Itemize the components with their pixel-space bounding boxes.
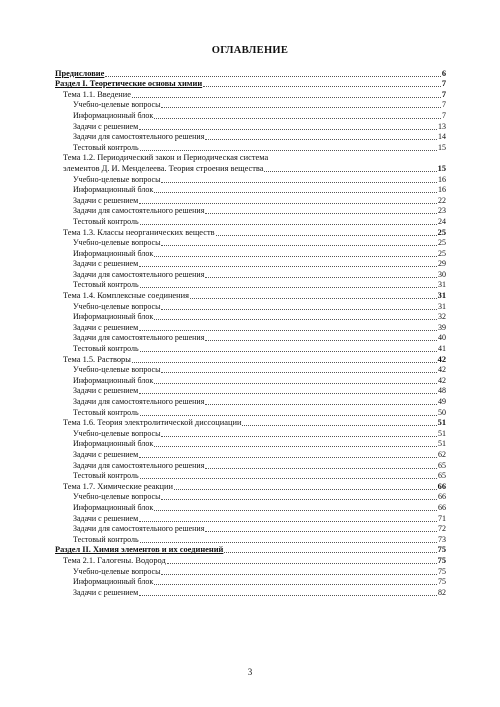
toc-entry-page: 48: [438, 386, 446, 396]
dot-leader: [205, 468, 437, 469]
toc-entry[interactable]: [55, 238, 446, 249]
toc-entry-label: Задачи для самостоятельного решения: [73, 397, 205, 406]
toc-entry[interactable]: [55, 545, 446, 556]
toc-entry-label: Учебно-целевые вопросы: [73, 100, 161, 110]
toc-entry-page: 7: [441, 89, 446, 99]
toc-entry-label: Задачи для самостоятельного решения: [73, 333, 205, 343]
toc-entry[interactable]: [55, 333, 446, 344]
toc-entry-page: 25: [438, 248, 446, 258]
toc-entry-page: 15: [438, 142, 446, 152]
toc-entry[interactable]: [55, 68, 446, 79]
dot-leader: [105, 76, 441, 77]
toc-entry-label: Учебно-целевые вопросы: [73, 174, 161, 184]
dot-leader: [205, 139, 437, 140]
dot-leader: [139, 129, 437, 130]
toc-entry[interactable]: [55, 449, 446, 460]
toc-entry-page: 66: [437, 481, 446, 491]
toc-entry[interactable]: [55, 206, 446, 217]
dot-leader: [140, 287, 437, 288]
toc-entry-label: Учебно-целевые вопросы: [73, 566, 161, 576]
toc-entry[interactable]: [55, 428, 446, 439]
toc-entry-label: Задачи с решением: [73, 587, 139, 597]
toc-entry-label: Информационный блок: [73, 110, 154, 120]
dot-leader: [154, 192, 437, 193]
toc-entry[interactable]: [55, 375, 446, 386]
toc-entry-page: 23: [438, 206, 446, 216]
dot-leader: [154, 510, 437, 511]
toc-entry[interactable]: [55, 216, 446, 227]
toc-entry-label: Учебно-целевые вопросы: [73, 492, 161, 502]
page-number: 3: [247, 667, 253, 677]
dot-leader: [174, 489, 437, 490]
toc-entry-label: Информационный блок: [73, 577, 154, 587]
toc-entry-page: 13: [438, 121, 446, 131]
dot-leader: [190, 298, 437, 299]
toc-entry[interactable]: [55, 322, 446, 333]
toc-entry[interactable]: [55, 439, 446, 450]
toc-entry-page: 51: [437, 418, 446, 428]
toc-entry-page: 73: [438, 534, 446, 544]
toc-entry-page: 42: [438, 375, 446, 385]
toc-entry-label: Задачи с решением: [73, 195, 139, 205]
toc-entry-label: Тестовый контроль: [73, 344, 139, 354]
dot-leader: [140, 415, 437, 416]
dot-leader: [154, 256, 437, 257]
toc-entry-page: 42: [438, 365, 446, 375]
toc-entry[interactable]: [55, 354, 446, 365]
dot-leader: [132, 362, 437, 363]
toc-entry-page: 75: [437, 545, 446, 555]
toc-entry-label: Тема 1.2. Периодический закон и Периодическая система: [63, 153, 269, 163]
toc-entry-label: Тема 1.6. Теория электролитической диссоциации: [63, 418, 242, 428]
toc-entry[interactable]: [55, 534, 446, 545]
toc-entry-label: Задачи для самостоятельного решения: [73, 269, 205, 279]
toc-entry[interactable]: [55, 481, 446, 492]
toc-entry-label: Тема 1.5. Растворы: [63, 354, 131, 364]
dot-leader: [264, 171, 436, 172]
toc-entry-label: Учебно-целевые вопросы: [73, 365, 161, 375]
toc-entry-page: 31: [438, 301, 446, 311]
toc-entry-label: Тестовый контроль: [73, 216, 139, 226]
toc-entry[interactable]: [55, 142, 446, 153]
dot-leader: [203, 86, 441, 87]
toc-entry[interactable]: [55, 587, 446, 598]
dot-leader: [139, 266, 437, 267]
dot-leader: [154, 584, 437, 585]
toc-entry-label: Информационный блок: [73, 439, 154, 449]
toc-entry-page: 40: [438, 333, 446, 343]
toc-entry-page: 51: [438, 428, 446, 438]
dot-leader: [161, 372, 437, 373]
toc-entry[interactable]: [55, 513, 446, 524]
dot-leader: [139, 330, 437, 331]
toc-entry-page: 16: [438, 185, 446, 195]
dot-leader: [161, 309, 437, 310]
dot-leader: [205, 340, 437, 341]
toc-entry-label: Тестовый контроль: [73, 471, 139, 481]
toc-entry[interactable]: [55, 555, 446, 566]
toc-entry-page: 16: [438, 174, 446, 184]
toc-entry-page: 62: [438, 449, 446, 459]
toc-entry-label: Задачи с решением: [73, 259, 139, 269]
toc-entry[interactable]: [55, 524, 446, 535]
dot-leader: [205, 213, 437, 214]
toc-entry-label: Задачи для самостоятельного решения: [73, 206, 205, 216]
toc-entry-page: 22: [438, 195, 446, 205]
toc-entry-page: 14: [438, 132, 446, 142]
toc-entry-page: 49: [438, 397, 446, 406]
dot-leader: [140, 351, 437, 352]
toc-entry[interactable]: [55, 185, 446, 196]
toc-entry-page: 31: [437, 291, 446, 301]
toc-entry-label: Задачи для самостоятельного решения: [73, 460, 205, 470]
dot-leader: [140, 542, 437, 543]
toc-entry-label: Задачи для самостоятельного решения: [73, 132, 205, 142]
toc-entry-label: Тема 1.7. Химические реакции: [63, 481, 173, 491]
toc-entry-page: 25: [438, 238, 446, 248]
toc-entry-label: Тема 1.3. Классы неорганических веществ: [63, 227, 215, 237]
toc-entry-label: Задачи с решением: [73, 322, 139, 332]
toc-entry-page: 66: [438, 502, 446, 512]
toc-entry[interactable]: [55, 248, 446, 259]
dot-leader: [205, 531, 437, 532]
toc-entry[interactable]: [55, 121, 446, 132]
toc-entry-page: 31: [438, 280, 446, 290]
table-of-contents: [55, 68, 446, 598]
dot-leader: [205, 277, 437, 278]
toc-entry[interactable]: [55, 418, 446, 429]
toc-entry-page: 6: [441, 68, 446, 78]
toc-entry-page: 41: [438, 344, 446, 354]
dot-leader: [154, 319, 437, 320]
toc-entry[interactable]: [55, 195, 446, 206]
page-title: ОГЛАВЛЕНИЕ: [211, 45, 289, 56]
toc-entry-page: 51: [438, 439, 446, 449]
toc-entry-label: Информационный блок: [73, 185, 154, 195]
toc-entry-page: 7: [442, 100, 446, 110]
toc-entry[interactable]: [55, 502, 446, 513]
toc-entry[interactable]: [55, 290, 446, 301]
toc-entry-label: Информационный блок: [73, 312, 154, 322]
toc-entry-label: Тестовый контроль: [73, 534, 139, 544]
toc-entry-page: 7: [441, 79, 446, 89]
toc-entry-label: Учебно-целевые вопросы: [73, 428, 161, 438]
toc-entry-label: Раздел I. Теоретические основы химии: [55, 79, 203, 89]
dot-leader: [161, 107, 441, 108]
toc-entry[interactable]: [55, 577, 446, 588]
toc-entry[interactable]: [55, 174, 446, 185]
dot-leader: [139, 203, 437, 204]
toc-entry-page: 24: [438, 216, 446, 226]
dot-leader: [242, 425, 436, 426]
toc-entry[interactable]: [55, 460, 446, 471]
toc-entry[interactable]: [55, 110, 446, 121]
toc-entry-page: 25: [437, 227, 446, 237]
toc-entry[interactable]: [55, 163, 446, 174]
dot-leader: [139, 393, 437, 394]
dot-leader: [161, 182, 437, 183]
toc-entry-label: Задачи для самостоятельного решения: [73, 524, 205, 534]
toc-entry-page: 65: [438, 471, 446, 481]
toc-entry-label: Тема 1.1. Введение: [63, 89, 131, 99]
toc-entry[interactable]: [55, 386, 446, 397]
toc-entry-label: Информационный блок: [73, 375, 154, 385]
dot-leader: [154, 383, 437, 384]
toc-entry-page: 32: [438, 312, 446, 322]
toc-entry-page: 82: [438, 587, 446, 597]
toc-entry-page: 42: [437, 354, 446, 364]
toc-entry[interactable]: [55, 365, 446, 376]
toc-entry-label: Раздел II. Химия элементов и их соединений: [55, 545, 224, 555]
toc-entry-page: 66: [438, 492, 446, 502]
toc-entry[interactable]: [55, 79, 446, 90]
toc-entry-page: 75: [438, 566, 446, 576]
dot-leader: [154, 446, 437, 447]
toc-entry-label: Учебно-целевые вопросы: [73, 301, 161, 311]
toc-entry-page: 39: [438, 322, 446, 332]
toc-entry-label: Задачи с решением: [73, 449, 139, 459]
dot-leader: [139, 595, 437, 596]
dot-leader: [139, 521, 437, 522]
toc-entry[interactable]: [55, 153, 446, 164]
dot-leader: [216, 235, 437, 236]
toc-entry-page: 72: [438, 524, 446, 534]
toc-entry[interactable]: [55, 259, 446, 270]
toc-entry-label: Задачи с решением: [73, 121, 139, 131]
toc-entry-label: Тестовый контроль: [73, 142, 139, 152]
toc-entry[interactable]: [55, 269, 446, 280]
dot-leader: [140, 150, 437, 151]
dot-leader: [161, 245, 437, 246]
dot-leader: [140, 224, 437, 225]
toc-entry[interactable]: [55, 301, 446, 312]
toc-entry[interactable]: [55, 132, 446, 143]
toc-entry-page: 65: [438, 460, 446, 470]
toc-entry-page: 75: [437, 555, 446, 565]
toc-entry[interactable]: [55, 280, 446, 291]
toc-entry[interactable]: [55, 100, 446, 111]
toc-entry-label: Учебно-целевые вопросы: [73, 238, 161, 248]
toc-entry-label: Задачи с решением: [73, 386, 139, 396]
toc-entry-label: элементов Д. И. Менделеева. Теория строения вещества: [63, 163, 264, 173]
dot-leader: [161, 436, 437, 437]
dot-leader: [139, 457, 437, 458]
toc-entry-label: Тестовый контроль: [73, 407, 139, 417]
toc-entry-page: 50: [438, 407, 446, 417]
toc-entry-page: 7: [442, 110, 446, 120]
toc-entry[interactable]: [55, 407, 446, 418]
dot-leader: [167, 563, 437, 564]
dot-leader: [154, 118, 441, 119]
toc-entry[interactable]: [55, 343, 446, 354]
toc-entry[interactable]: [55, 566, 446, 577]
toc-entry[interactable]: [55, 312, 446, 323]
toc-entry-page: 75: [438, 577, 446, 587]
dot-leader: [161, 499, 437, 500]
toc-entry-label: Тестовый контроль: [73, 280, 139, 290]
toc-entry-label: Тема 2.1. Галогены. Водород: [63, 555, 166, 565]
toc-entry-page: 29: [438, 259, 446, 269]
toc-entry-label: Предисловие: [55, 68, 105, 78]
dot-leader: [132, 97, 441, 98]
dot-leader: [161, 574, 437, 575]
toc-entry[interactable]: [55, 89, 446, 100]
toc-entry-page: 30: [438, 269, 446, 279]
toc-entry-page: 15: [437, 163, 446, 173]
toc-entry-label: Информационный блок: [73, 248, 154, 258]
dot-leader: [224, 552, 436, 553]
toc-entry[interactable]: [55, 492, 446, 503]
toc-entry-label: Задачи с решением: [73, 513, 139, 523]
toc-entry[interactable]: [55, 471, 446, 482]
toc-entry-page: 71: [438, 513, 446, 523]
dot-leader: [205, 404, 437, 405]
toc-entry-label: Информационный блок: [73, 502, 154, 512]
toc-entry-label: Тема 1.4. Комплексные соединения: [63, 291, 189, 301]
dot-leader: [140, 478, 437, 479]
toc-entry[interactable]: [55, 227, 446, 238]
toc-entry[interactable]: [55, 396, 446, 407]
